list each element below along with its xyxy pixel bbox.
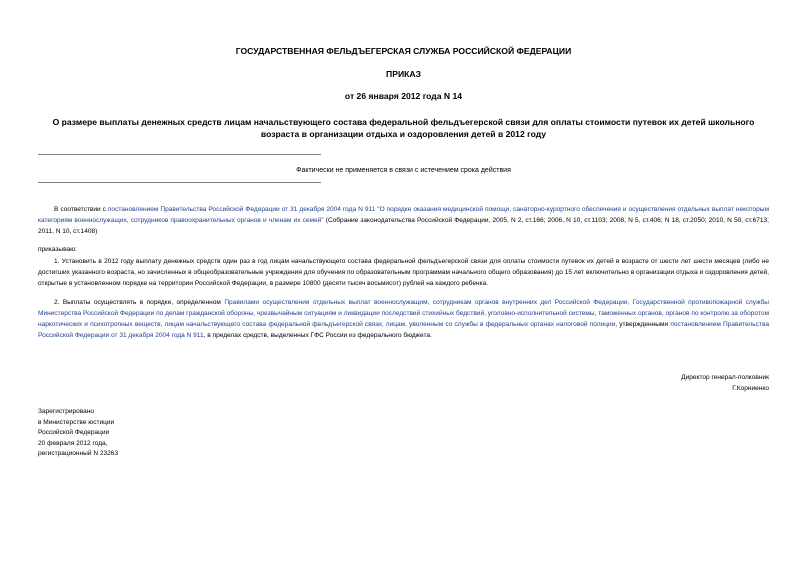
signatory-position: Директор генерал-полковник bbox=[681, 374, 769, 381]
preamble-paragraph bbox=[38, 204, 769, 237]
status-note: Фактически не применяется в связи с истечением срока действия bbox=[296, 167, 511, 174]
registration-line: Зарегистрировано bbox=[38, 408, 95, 415]
resolution-911-link[interactable]: постановлением Правительства Российской Федерации от 31 декабря 2004 года N 911 "О порядке оказания медицинской помощи, санаторно-курортного обеспечения и осуществления отдельных выплат некоторым категориям военнослужащих, сотрудников правоохранительных органов и членам их семей" bbox=[38, 206, 769, 224]
document-date-number: от 26 января 2012 года N 14 bbox=[344, 91, 463, 101]
item-2-tail: , в пределах средств, выделенных ГФС России из федерального бюджета. bbox=[203, 332, 432, 339]
payment-rules-link[interactable]: Правилами осуществления отдельных выплат военнослужащим, сотрудникам органов внутренних дел Российской Федерации, Государственной противопожарной службы Министерства Российской Федерации по делам гражданской обороны, чрезвычайным ситуациям и ликвидации последствий стихийных бедствий, уголовно-исполнительной системы, таможенных органов, органов по контролю за оборотом наркотических и психотропных веществ, лицам начальствующего состава федеральной фельдъегерской связи, лицам, уволенным со службы в федеральных органах налоговой полиции bbox=[38, 299, 769, 328]
registration-block bbox=[38, 407, 118, 460]
document-title-line: О размере выплаты денежных средств лицам начальствующего состава федеральной фельдъегерской связи для оплаты стоимости путевок их детей школьного bbox=[52, 117, 755, 127]
order-word: приказываю: bbox=[38, 246, 77, 253]
divider-top bbox=[38, 154, 321, 155]
item-2-lead: 2. Выплаты осуществлять в порядке, определенном bbox=[54, 299, 225, 306]
order-item-1: 1. Установить в 2012 году выплату денежных средств один раз в год лицам начальствующего состава федеральной фельдъегерской связи для оплаты стоимости путевок их детей в возрасте от шести лет шести месяцев (либо не достигших указанного возраста, но зачисленных в общеобразовательные учреждения для обучения по образовательным программам начального общего образования) до 15 лет включительно в организации отдыха и оздоровления детей, открытые в установленном порядке на территории Российской Федерации, в размере 10800 (десяти тысяч восьмисот) рублей на каждого ребенка. bbox=[38, 258, 769, 287]
registration-line: 20 февраля 2012 года, bbox=[38, 439, 108, 447]
registration-line: в Министерстве юстиции bbox=[38, 418, 115, 426]
signatory-name: Г.Корниенко bbox=[732, 385, 769, 392]
document-title-line: возраста в организации отдыха и оздоровления детей в 2012 году bbox=[260, 129, 547, 139]
preamble-lead: В соответствии с bbox=[54, 206, 108, 213]
divider-bottom bbox=[38, 182, 321, 183]
item-2-mid: , утвержденными bbox=[615, 321, 671, 328]
agency-heading: ГОСУДАРСТВЕННАЯ ФЕЛЬДЪЕГЕРСКАЯ СЛУЖБА РОССИЙСКОЙ ФЕДЕРАЦИИ bbox=[235, 46, 572, 56]
resolution-911-link-2[interactable]: постановлением Правительства Российской Федерации от 31 декабря 2004 года N 911 bbox=[38, 321, 769, 339]
signature-block bbox=[681, 372, 769, 394]
document-type: ПРИКАЗ bbox=[386, 69, 421, 79]
registration-line: регистрационный N 23263 bbox=[38, 450, 119, 457]
preamble-source: (Собрание законодательства Российской Федерации, 2005, N 2, ст.166; 2006, N 10, ст.1103; 2008, N 5, ст.406; N 18, ст.2050; 2010, N 50, ст.6713; 2011, N 10, ст.1408) bbox=[38, 217, 769, 235]
registration-line: Российской Федерации bbox=[38, 429, 110, 436]
order-item-2 bbox=[38, 297, 769, 341]
